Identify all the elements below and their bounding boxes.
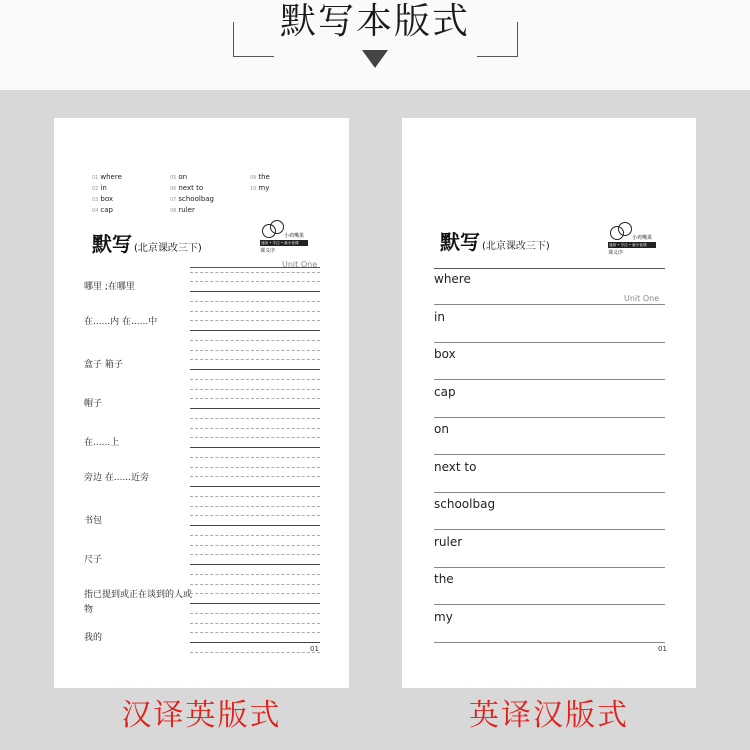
down-arrow-icon [362,50,388,68]
chinese-prompt: 帽子 [84,399,103,409]
dictation-subtitle: (北京课改三下) [134,243,202,254]
dictation-row[interactable] [434,381,665,419]
guide-dash-rule [190,437,320,438]
guide-dash-rule [190,652,320,653]
dictation-row[interactable] [434,531,665,569]
word-list-item [92,172,170,183]
guide-dash-rule [190,359,320,360]
dictation-row [54,346,349,385]
brand-logo [260,220,320,256]
unit-label: Unit One [624,294,660,303]
dictation-row [54,463,349,502]
dictation-row [54,541,349,580]
dictation-heading [92,232,202,261]
guide-dash-rule [190,428,320,429]
word-number: 01 [92,175,99,181]
dictation-row [54,307,349,346]
baseline-rule [190,564,320,565]
logo-ring-icon [618,222,632,236]
english-prompt: ruler [434,534,463,549]
baseline-rule [190,642,320,643]
guide-dash-rule [190,545,320,546]
logo-tagline: 速读 • 专注 • 新小说课 [609,243,647,247]
answer-lines[interactable] [190,424,320,460]
dictation-title: 默写 [92,232,132,256]
chinese-prompt: 旁边 在......近旁 [84,473,150,483]
word-text: in [100,184,107,192]
answer-lines[interactable] [190,346,320,382]
logo-brand: 小鸡嘴果 [632,235,653,241]
guide-dash-rule [190,350,320,351]
english-prompt: cap [434,384,456,399]
header-band [0,0,750,90]
word-text: my [258,184,270,192]
baseline-rule [190,369,320,370]
guide-dash-rule [190,632,320,633]
word-number: 03 [92,197,99,203]
header-title: 默写本版式 [279,1,470,42]
word-list [92,172,322,216]
baseline-rule [190,330,320,331]
english-prompt: on [434,422,449,436]
dictation-row [54,268,349,307]
guide-dash-rule [190,379,320,380]
baseline-rule [190,486,320,487]
dictation-row[interactable] [434,418,665,456]
guide-dash-rule [190,496,320,497]
guide-dash-rule [190,320,320,321]
guide-dash-rule [190,574,320,575]
word-list-item [92,194,170,205]
answer-lines[interactable] [190,463,320,499]
dictation-row [54,619,349,658]
guide-dash-rule [190,535,320,536]
logo-tagline: 速读 • 专注 • 新小说课 [261,241,299,245]
chinese-prompt: 我的 [84,633,103,643]
word-list-item [170,183,250,194]
dictation-row[interactable] [434,306,665,344]
dictation-row [54,580,349,619]
dictation-title: 默写 [440,230,480,254]
word-text: on [178,173,188,181]
guide-dash-rule [190,457,320,458]
word-text: cap [100,206,113,214]
word-number: 06 [170,186,177,192]
dictation-row [54,424,349,463]
dictation-heading [440,230,550,259]
guide-dash-rule [190,593,320,594]
guide-dash-rule [190,340,320,341]
english-prompt: where [434,272,471,286]
word-number: 04 [92,208,99,214]
word-list-item [170,205,250,216]
word-text: the [258,173,270,181]
guide-dash-rule [190,584,320,585]
answer-rule [434,642,665,643]
baseline-rule [190,447,320,448]
logo-ring-icon [270,220,284,234]
guide-dash-rule [190,623,320,624]
guide-dash-rule [190,613,320,614]
chinese-prompt: 在......上 [84,438,120,448]
guide-dash-rule [190,506,320,507]
word-text: ruler [178,206,195,214]
brand-logo [608,222,668,258]
baseline-rule [190,525,320,526]
word-list-item [170,172,250,183]
guide-dash-rule [190,281,320,282]
logo-sub: 课义序 [608,250,624,256]
chinese-prompt: 尺子 [84,555,103,565]
dictation-row[interactable] [434,343,665,381]
logo-sub: 课义序 [260,248,276,254]
guide-dash-rule [190,467,320,468]
chinese-prompt: 哪里 ;在哪里 [84,282,135,292]
dictation-row[interactable] [434,493,665,531]
word-text: box [100,195,114,203]
word-list-item [250,183,310,194]
guide-dash-rule [190,554,320,555]
guide-dash-rule [190,389,320,390]
guide-dash-rule [190,476,320,477]
unit-label: Unit One [282,260,318,269]
answer-lines[interactable] [190,619,320,655]
word-text: next to [178,184,204,192]
page-number: 01 [310,645,319,653]
word-number: 07 [170,197,177,203]
english-prompt: in [434,309,445,324]
word-list-item [250,172,310,183]
chinese-prompt: 在......内 在......中 [84,317,158,327]
worksheet-card-en-to-zh [402,118,696,688]
word-number: 08 [170,208,177,214]
baseline-rule [190,408,320,409]
english-prompt: my [434,609,453,624]
guide-dash-rule [190,418,320,419]
answer-lines[interactable] [190,580,320,616]
guide-dash-rule [190,515,320,516]
caption-en-to-zh: 英译汉版式 [469,698,629,733]
guide-dash-rule [190,311,320,312]
answer-lines[interactable] [190,502,320,538]
chinese-prompt: 盒子 箱子 [84,360,123,370]
dictation-row [54,385,349,424]
word-number: 09 [250,175,257,181]
worksheet-card-zh-to-en [54,118,349,688]
answer-lines[interactable] [190,307,320,343]
dictation-row [54,502,349,541]
chinese-prompt: 指已提到或正在谈到的人或物 [84,590,193,615]
answer-lines[interactable] [190,268,320,304]
page-number: 01 [658,645,667,653]
word-text: schoolbag [178,195,214,203]
word-list-item [92,183,170,194]
english-prompt: the [434,572,454,586]
guide-dash-rule [190,272,320,273]
dictation-row[interactable] [434,606,665,644]
english-prompt: box [434,347,456,361]
word-number: 05 [170,175,177,181]
dictation-row[interactable] [434,268,665,306]
word-list-item [92,205,170,216]
word-number: 10 [250,186,257,192]
guide-dash-rule [190,398,320,399]
english-prompt: next to [434,459,477,474]
chinese-prompt: 书包 [84,516,103,526]
baseline-rule [190,291,320,292]
caption-zh-to-en: 汉译英版式 [121,698,282,733]
word-text: where [100,173,122,181]
logo-brand: 小鸡嘴果 [284,233,305,239]
word-list-item [170,194,250,205]
dictation-subtitle: (北京课改三下) [482,241,550,252]
answer-lines[interactable] [190,385,320,421]
answer-lines[interactable] [190,541,320,577]
english-prompt: schoolbag [434,497,496,511]
dictation-row[interactable] [434,568,665,606]
baseline-rule [190,603,320,604]
dictation-row[interactable] [434,456,665,494]
guide-dash-rule [190,301,320,302]
word-number: 02 [92,186,99,192]
